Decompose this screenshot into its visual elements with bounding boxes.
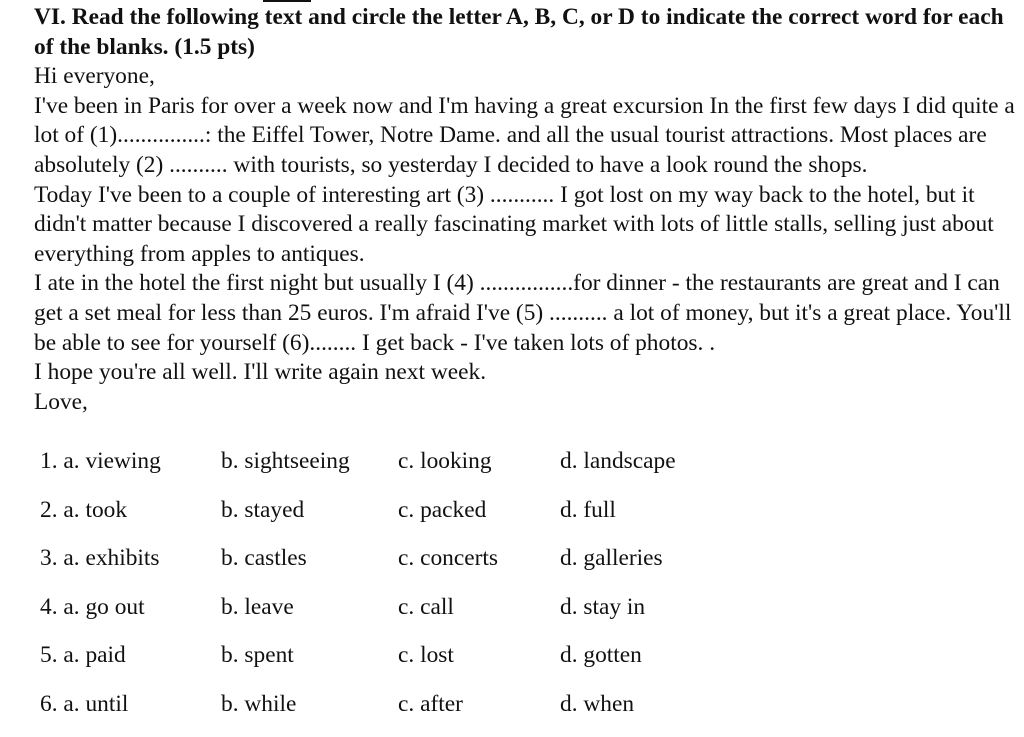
option-1a[interactable]: 1. a. viewing (40, 446, 161, 476)
option-3a[interactable]: 3. a. exhibits (40, 543, 160, 573)
option-2d[interactable]: d. full (560, 495, 616, 525)
option-5c[interactable]: c. lost (398, 640, 454, 670)
exercise-heading: VI. Read the following text and circle the letter A, B, C, or D to indicate the correct word for each of the blanks. (1.5 pts) (34, 3, 1019, 62)
option-6c[interactable]: c. after (398, 689, 463, 719)
option-3c[interactable]: c. concerts (398, 543, 498, 573)
question-row-4 (40, 592, 740, 641)
option-2c[interactable]: c. packed (398, 495, 486, 525)
question-row-5 (40, 640, 740, 689)
letter-greeting: Hi everyone, (34, 62, 1019, 92)
option-1b[interactable]: b. sightseeing (221, 446, 350, 476)
option-2b[interactable]: b. stayed (221, 495, 304, 525)
letter-text (34, 62, 1019, 417)
question-row-1 (40, 446, 740, 495)
letter-paragraph-1: I've been in Paris for over a week now and I'm having a great excursion In the first few days I did quite a lot of (1)...............: the Eiffel Tower, Notre Dame. and all the usual tourist attractions. Most places are absolutely (2) .......... with tourists, so yesterday I decided to have a look round the shops. (34, 92, 1019, 181)
option-3b[interactable]: b. castles (221, 543, 307, 573)
question-row-3 (40, 543, 740, 592)
letter-paragraph-2: Today I've been to a couple of interesting art (3) ........... I got lost on my way back to the hotel, but it didn't matter because I discovered a really fascinating market with lots of little stalls, selling just about everything from apples to antiques. (34, 181, 1019, 270)
letter-signoff: Love, (34, 388, 1019, 418)
option-1c[interactable]: c. looking (398, 446, 492, 476)
question-row-6 (40, 689, 740, 737)
option-4a[interactable]: 4. a. go out (40, 592, 145, 622)
option-2a[interactable]: 2. a. took (40, 495, 127, 525)
option-4c[interactable]: c. call (398, 592, 454, 622)
option-5b[interactable]: b. spent (221, 640, 294, 670)
option-6d[interactable]: d. when (560, 689, 634, 719)
option-5d[interactable]: d. gotten (560, 640, 642, 670)
option-3d[interactable]: d. galleries (560, 543, 663, 573)
option-6a[interactable]: 6. a. until (40, 689, 128, 719)
letter-closing-line: I hope you're all well. I'll write again next week. (34, 358, 1019, 388)
option-4b[interactable]: b. leave (221, 592, 294, 622)
option-1d[interactable]: d. landscape (560, 446, 676, 476)
option-4d[interactable]: d. stay in (560, 592, 645, 622)
answer-options (40, 446, 740, 737)
top-underline-fragment (263, 0, 311, 2)
option-6b[interactable]: b. while (221, 689, 296, 719)
exercise-document (34, 3, 1019, 417)
option-5a[interactable]: 5. a. paid (40, 640, 126, 670)
question-row-2 (40, 495, 740, 544)
letter-paragraph-3: I ate in the hotel the first night but usually I (4) ................for dinner - the restaurants are great and I can get a set meal for less than 25 euros. I'm afraid I've (5) .......... a lot of money, but it's a great place. You'll be able to see for yourself (6)........ I get back - I've taken lots of photos. . (34, 269, 1019, 358)
